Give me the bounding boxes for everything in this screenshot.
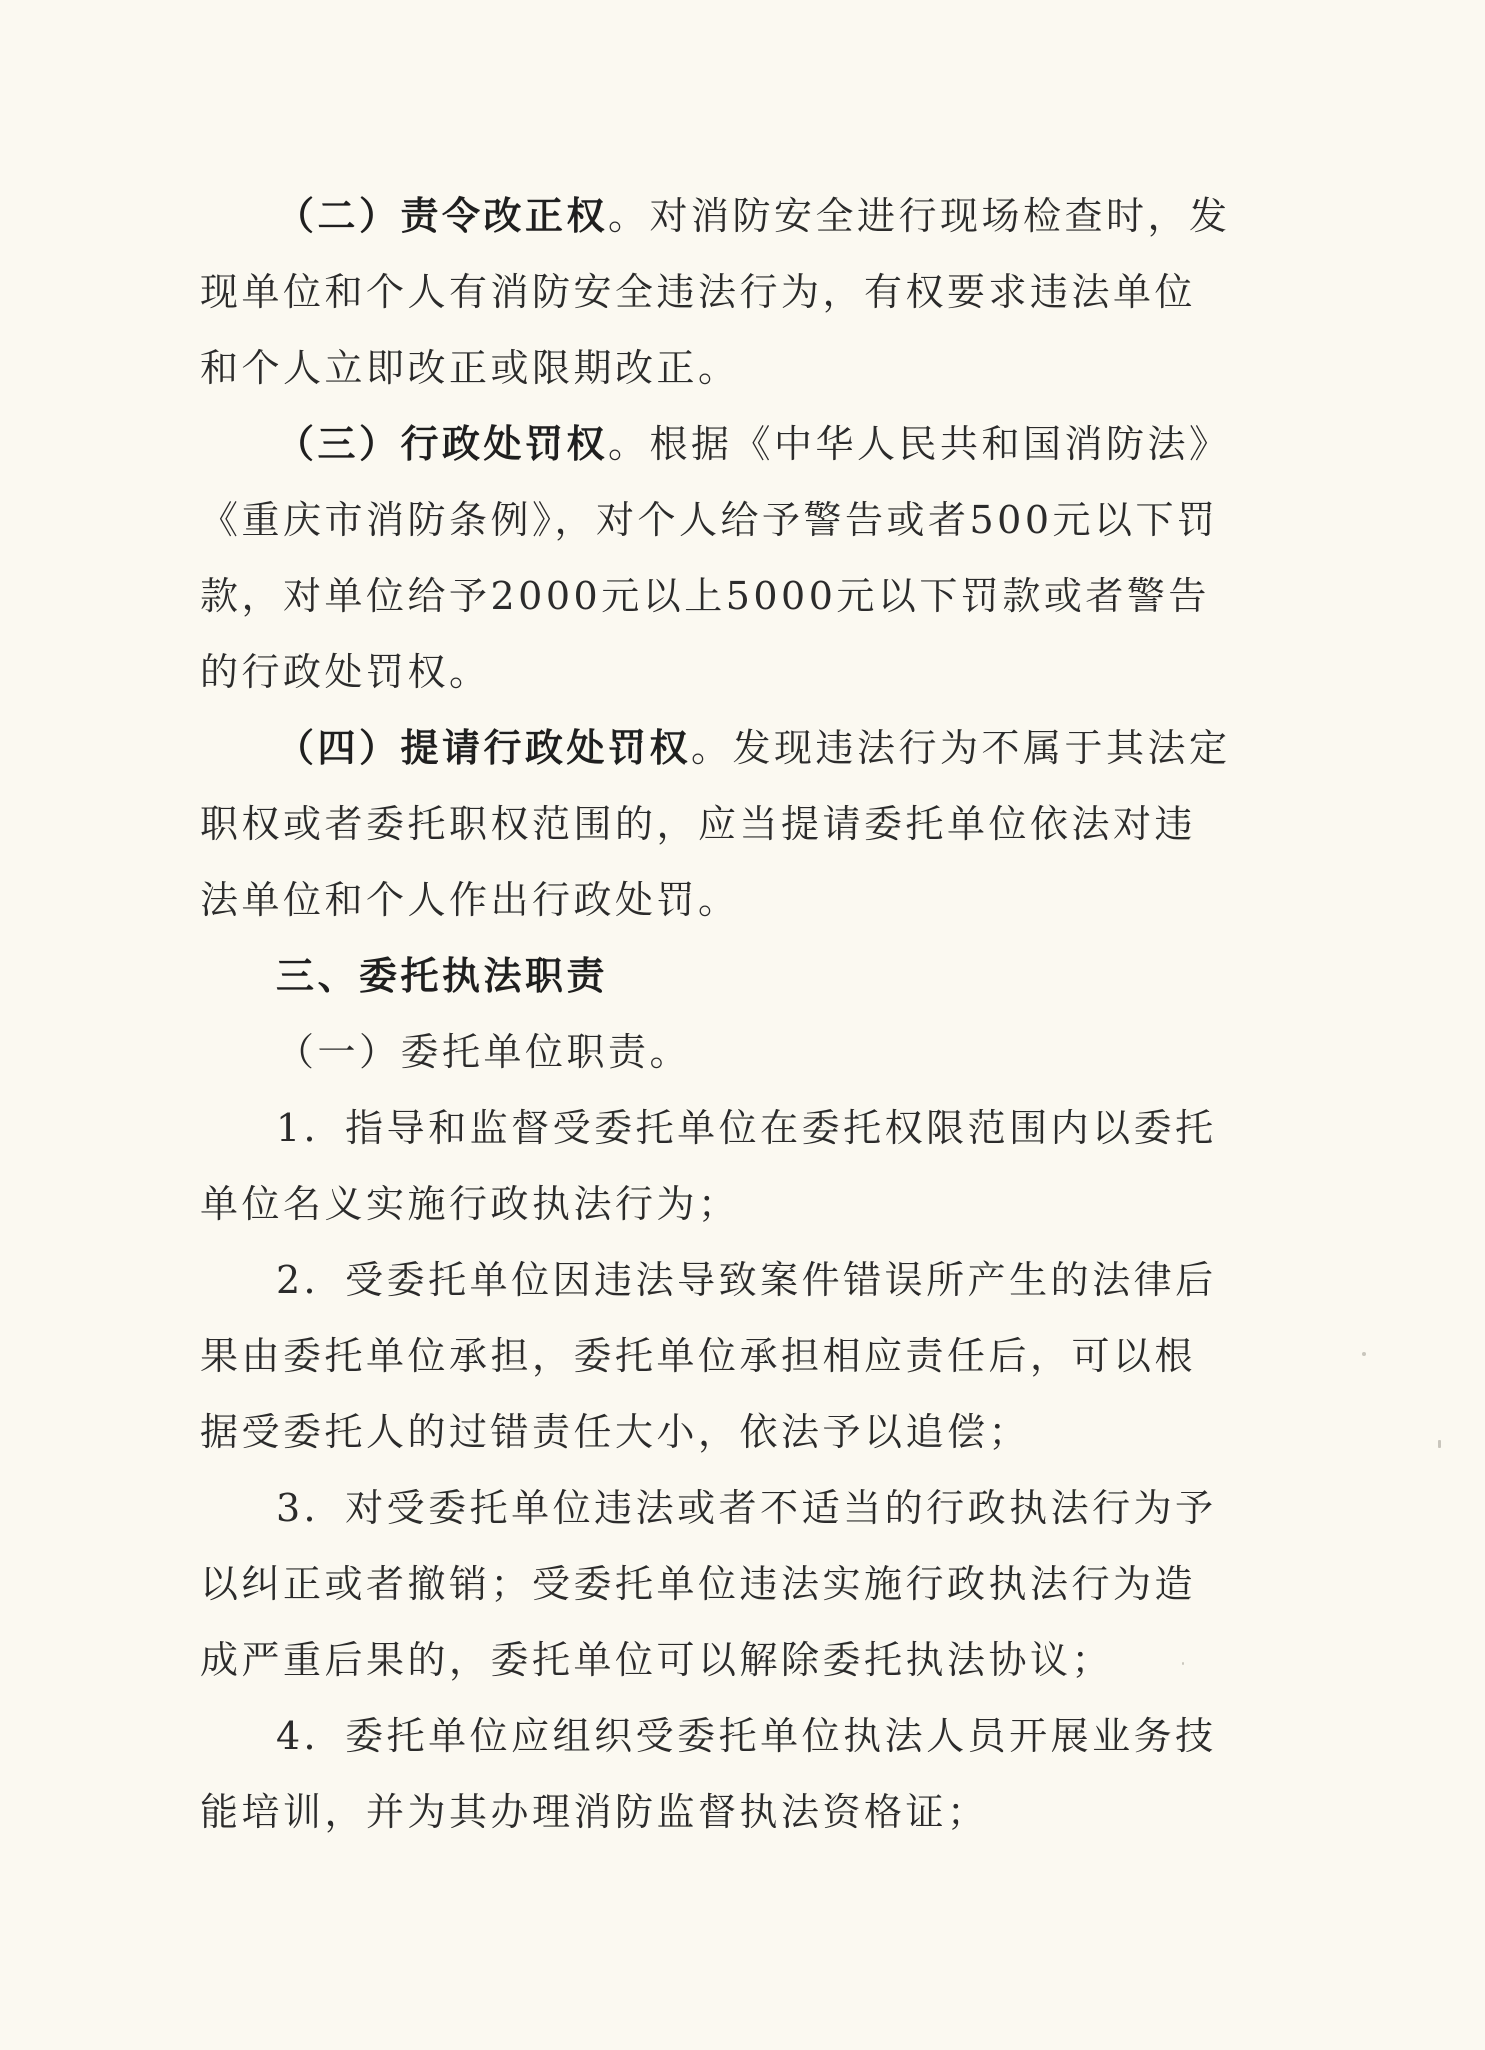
list-item: 2．受委托单位因违法导致案件错误所产生的法律后果由委托单位承担，委托单位承担相应责任后，可以根据受委托人的过错责任大小，依法予以追偿； xyxy=(200,1258,1217,1454)
paragraph-order-correction xyxy=(200,178,1235,406)
list-item: 4．委托单位应组织受委托单位执法人员开展业务技能培训，并为其办理消防监督执法资格证； xyxy=(200,1714,1217,1834)
paragraph-lead: （三）行政处罚权 xyxy=(276,422,609,466)
list-item: 3．对受委托单位违法或者不适当的行政执法行为予以纠正或者撤销；受委托单位违法实施行政执法行为造成严重后果的，委托单位可以解除委托执法协议； xyxy=(200,1486,1217,1682)
paragraph-lead: （四）提请行政处罚权 xyxy=(276,726,692,770)
scan-speck xyxy=(1362,1352,1366,1356)
paragraph-request-penalty xyxy=(200,710,1235,938)
document-body xyxy=(200,178,1235,1850)
paragraph-text: 。根据《中华人民共和国消防法》《重庆市消防条例》，对个人给予警告或者500元以下罚款，对单位给予2000元以上5000元以下罚款或者警告的行政处罚权。 xyxy=(200,422,1231,694)
subsection-heading: （一）委托单位职责。 xyxy=(276,1030,692,1074)
paragraph-lead: （二）责令改正权 xyxy=(276,194,609,238)
scan-speck xyxy=(1182,1662,1184,1665)
paragraph-administrative-penalty xyxy=(200,406,1235,710)
paragraph-text: 。对消防安全进行现场检查时，发现单位和个人有消防安全违法行为，有权要求违法单位和个人立即改正或限期改正。 xyxy=(200,194,1231,390)
paragraph-text: 。发现违法行为不属于其法定职权或者委托职权范围的，应当提请委托单位依法对违法单位和个人作出行政处罚。 xyxy=(200,726,1231,922)
list-item: 1．指导和监督受委托单位在委托权限范围内以委托单位名义实施行政执法行为； xyxy=(200,1106,1217,1226)
scan-speck xyxy=(1438,1440,1441,1448)
section-heading: 三、委托执法职责 xyxy=(276,954,609,998)
